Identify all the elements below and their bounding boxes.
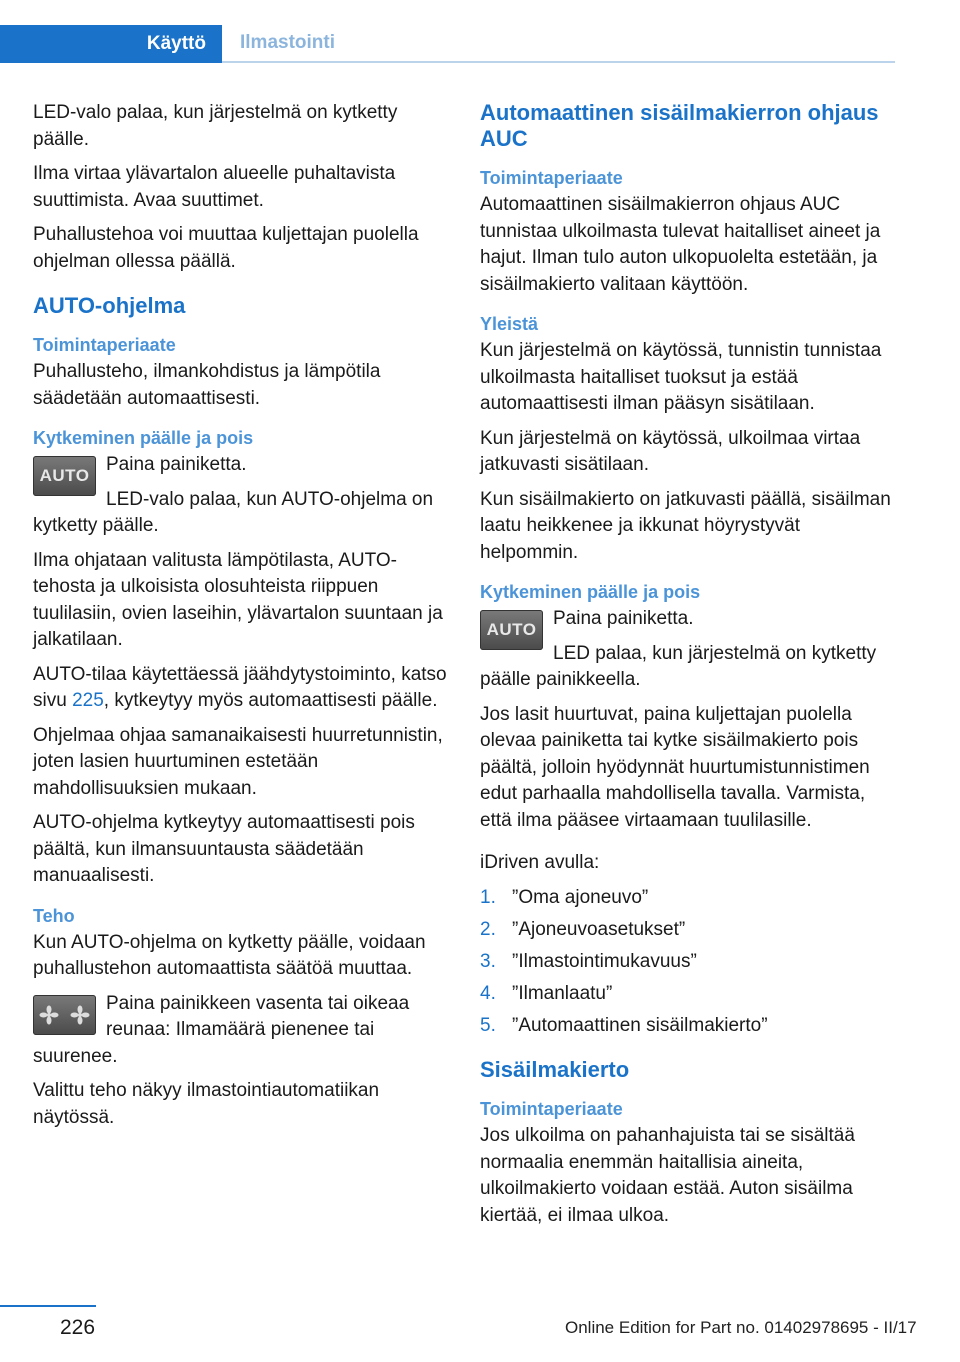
list-item: 4. ”Ilmanlaatu” bbox=[480, 982, 613, 1004]
tab-ilmastointi[interactable]: Ilmastointi bbox=[222, 25, 895, 63]
subheading-teho: Teho bbox=[33, 905, 75, 926]
list-item: 2. ”Ajoneuvoasetukset” bbox=[480, 918, 686, 940]
paragraph: Ilma ohjataan valitusta lämpötilasta, AUTO-tehosta ja ulkoisista olosuhteista riippuen tuulilasiin, ovien laseihin, ylävartalon suuntaan ja jalkatilaan. bbox=[33, 549, 443, 650]
header-tabs bbox=[0, 25, 895, 63]
subheading-kytkeminen: Kytkeminen päälle ja pois bbox=[480, 582, 701, 602]
paragraph: Kun järjestelmä on käytössä, tunnistin tunnistaa ulkoilmasta haitalliset tuoksut ja estää automaattisesti ilman pääsyn sisätilaan. bbox=[480, 340, 882, 414]
paragraph: LED-valo palaa, kun järjestelmä on kytketty päälle. bbox=[33, 102, 398, 150]
page-number: 226 bbox=[60, 1316, 96, 1339]
page-link-225[interactable]: 225 bbox=[72, 690, 104, 711]
paragraph: Puhallustehoa voi muuttaa kuljettajan puolella ohjelman ollessa päällä. bbox=[33, 224, 419, 272]
right-column bbox=[480, 100, 894, 1237]
paragraph: iDriven avulla: bbox=[480, 852, 600, 873]
paragraph: Ohjelmaa ohjaa samanaikaisesti huurretunnistin, joten lasien huurtuminen estetään mahdollisuuksien mukaan. bbox=[33, 724, 443, 799]
fan-button-block bbox=[33, 991, 447, 1079]
paragraph: Jos lasit huurtuvat, paina kuljettajan puolella olevaa painiketta tai kytke sisäilmakierto pois päältä, jolloin hyödynnät huurtumistunnistimen edut parhaalla mahdollisella tavalla. Varmista, että ilma pääsee virtaamaan tuulilasille. bbox=[480, 703, 870, 831]
left-column bbox=[33, 100, 447, 1139]
paragraph: Paina painiketta. bbox=[553, 608, 694, 629]
paragraph: Kun AUTO-ohjelma on kytketty päälle, voidaan puhallustehon automaattista säätöä muuttaa. bbox=[33, 931, 426, 979]
edition-note: Online Edition for Part no. 01402978695 - II/17 bbox=[565, 1318, 917, 1337]
paragraph: Paina painiketta. bbox=[106, 454, 247, 475]
paragraph: Kun sisäilmakierto on jatkuvasti päällä, sisäilman laatu heikkenee ja ikkunat höyrystyvät helpommin. bbox=[480, 488, 891, 563]
paragraph-with-link: AUTO-tilaa käytettäessä jäähdytystoiminto, katso sivu 225, kytkeytyy myös automaattisesti päälle. bbox=[33, 663, 447, 711]
paragraph: Kun järjestelmä on käytössä, ulkoilmaa virtaa jatkuvasti sisätilaan. bbox=[480, 427, 861, 475]
auto-button-block bbox=[33, 452, 447, 548]
auto-button-icon: AUTO bbox=[480, 610, 543, 650]
subheading-toimintaperiaate: Toimintaperiaate bbox=[480, 168, 623, 188]
paragraph: Jos ulkoilma on pahanhajuista tai se sisältää normaalia enemmän haitallisia aineita, ulkoilmakierto voidaan estää. Auton sisäilma kiertää, ei ilmaa ulkoa. bbox=[480, 1125, 855, 1226]
fan-icon bbox=[70, 1005, 90, 1025]
idrive-steps-list bbox=[480, 885, 894, 1040]
auto-button-icon: AUTO bbox=[33, 456, 96, 496]
fan-button-icon bbox=[33, 995, 96, 1035]
paragraph: LED-valo palaa, kun AUTO-ohjelma on kytketty päälle. bbox=[33, 488, 434, 536]
subheading-toimintaperiaate: Toimintaperiaate bbox=[33, 335, 176, 355]
section-heading-auc: Automaattinen sisäilmakierron ohjaus AUC bbox=[480, 100, 879, 151]
section-heading-auto: AUTO-ohjelma bbox=[33, 293, 186, 318]
paragraph: AUTO-ohjelma kytkeytyy automaattisesti pois päältä, kun ilmansuuntausta säädetään manuaalisesti. bbox=[33, 812, 415, 886]
tab-kaytto[interactable]: Käyttö bbox=[0, 25, 222, 63]
auto-button-block bbox=[480, 606, 894, 702]
paragraph: Puhallusteho, ilmankohdistus ja lämpötila säädetään automaattisesti. bbox=[33, 361, 381, 409]
section-heading-sisailmakierto: Sisäilmakierto bbox=[480, 1057, 630, 1082]
footer-divider bbox=[0, 1305, 96, 1307]
subheading-toimintaperiaate: Toimintaperiaate bbox=[480, 1099, 623, 1119]
fan-icon bbox=[39, 1005, 59, 1025]
paragraph: Automaattinen sisäilmakierron ohjaus AUC tunnistaa ulkoilmasta tulevat haitalliset aineet ja hajut. Ilman tulo auton ulkopuolelta estetään, ja sisäilmakierto valitaan käyttöön. bbox=[480, 194, 881, 295]
list-item: 1. ”Oma ajoneuvo” bbox=[480, 886, 649, 908]
list-item: 5. ”Automaattinen sisäilmakierto” bbox=[480, 1014, 768, 1036]
paragraph: LED palaa, kun järjestelmä on kytketty päälle painikkeella. bbox=[480, 642, 877, 690]
subheading-yleista: Yleistä bbox=[480, 314, 539, 334]
paragraph: Valittu teho näkyy ilmastointiautomatiikan näytössä. bbox=[33, 1080, 380, 1128]
subheading-kytkeminen: Kytkeminen päälle ja pois bbox=[33, 428, 254, 448]
list-item: 3. ”Ilmastointimukavuus” bbox=[480, 950, 697, 972]
paragraph: Paina painikkeen vasenta tai oikeaa reunaa: Ilmamäärä pienenee tai suurenee. bbox=[33, 992, 410, 1067]
paragraph: Ilma virtaa ylävartalon alueelle puhaltavista suuttimista. Avaa suuttimet. bbox=[33, 163, 396, 211]
